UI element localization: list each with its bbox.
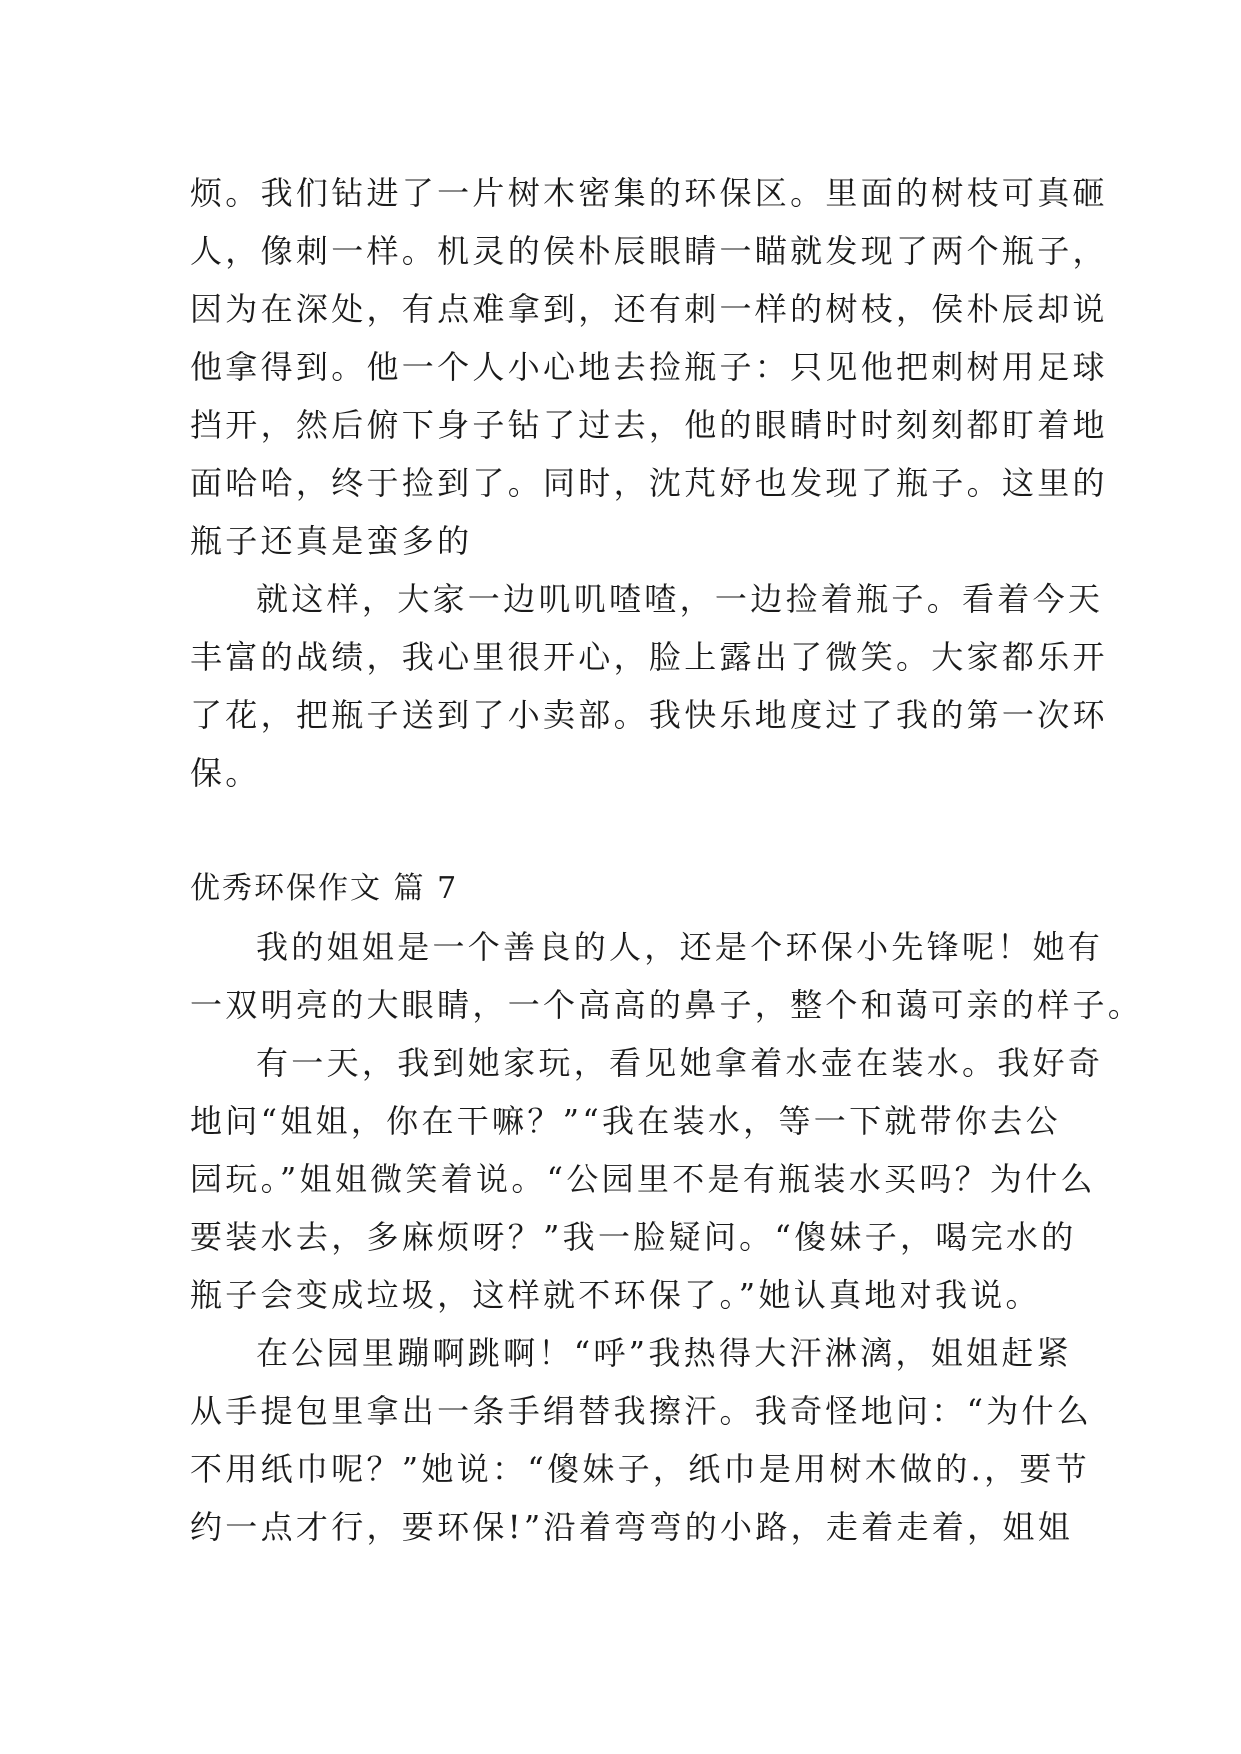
text-line: 就这样，大家一边叽叽喳喳，一边捡着瓶子。看着今天	[256, 580, 1104, 618]
document-body	[190, 164, 1144, 1556]
section-heading: 优秀环保作文 篇 7	[190, 871, 459, 906]
text-line: 面哈哈，终于捡到了。同时，沈芃妤也发现了瓶子。这里的	[190, 464, 1108, 502]
paragraph	[190, 1034, 1104, 1324]
paragraph	[190, 918, 1144, 1034]
text-line: 在公园里蹦啊跳啊！“呼”我热得大汗淋漓，姐姐赶紧	[256, 1334, 1072, 1372]
text-line: 他拿得到。他一个人小心地去捡瓶子：只见他把刺树用足球	[190, 348, 1108, 386]
text-line: 挡开，然后俯下身子钻了过去，他的眼睛时时刻刻都盯着地	[190, 406, 1108, 444]
paragraph	[190, 1324, 1093, 1556]
text-line: 地问“姐姐，你在干嘛？”“我在装水，等一下就带你去公	[190, 1102, 1061, 1140]
text-line: 人，像刺一样。机灵的侯朴辰眼睛一瞄就发现了两个瓶子，	[190, 232, 1108, 270]
text-line: 要装水去，多麻烦呀？”我一脸疑问。“傻妹子，喝完水的	[190, 1218, 1077, 1256]
paragraph-continued	[190, 164, 1108, 570]
text-line: 烦。我们钻进了一片树木密集的环保区。里面的树枝可真砸	[190, 174, 1108, 212]
text-line: 从手提包里拿出一条手绢替我擦汗。我奇怪地问：“为什么	[190, 1392, 1093, 1430]
text-line: 瓶子会变成垃圾，这样就不环保了。”她认真地对我说。	[190, 1276, 1041, 1314]
text-line: 丰富的战绩，我心里很开心，脸上露出了微笑。大家都乐开	[190, 638, 1108, 676]
text-line: 一双明亮的大眼睛，一个高高的鼻子，整个和蔼可亲的样子。	[190, 986, 1144, 1024]
text-line: 瓶子还真是蛮多的	[190, 522, 473, 560]
text-line: 保。	[190, 754, 261, 792]
paragraph	[190, 570, 1108, 802]
text-line: 有一天，我到她家玩，看见她拿着水壶在装水。我好奇	[256, 1044, 1104, 1082]
text-line: 园玩。”姐姐微笑着说。“公园里不是有瓶装水买吗？为什么	[190, 1160, 1096, 1198]
text-line: 了花，把瓶子送到了小卖部。我快乐地度过了我的第一次环	[190, 696, 1108, 734]
text-line: 因为在深处，有点难拿到，还有刺一样的树枝，侯朴辰却说	[190, 290, 1108, 328]
text-line: 约一点才行，要环保!”沿着弯弯的小路，走着走着，姐姐	[190, 1508, 1074, 1546]
text-line: 我的姐姐是一个善良的人，还是个环保小先锋呢！她有	[256, 928, 1104, 966]
text-line: 不用纸巾呢？”她说：“傻妹子，纸巾是用树木做的.，要节	[190, 1450, 1090, 1488]
blank-spacer	[190, 802, 1050, 860]
